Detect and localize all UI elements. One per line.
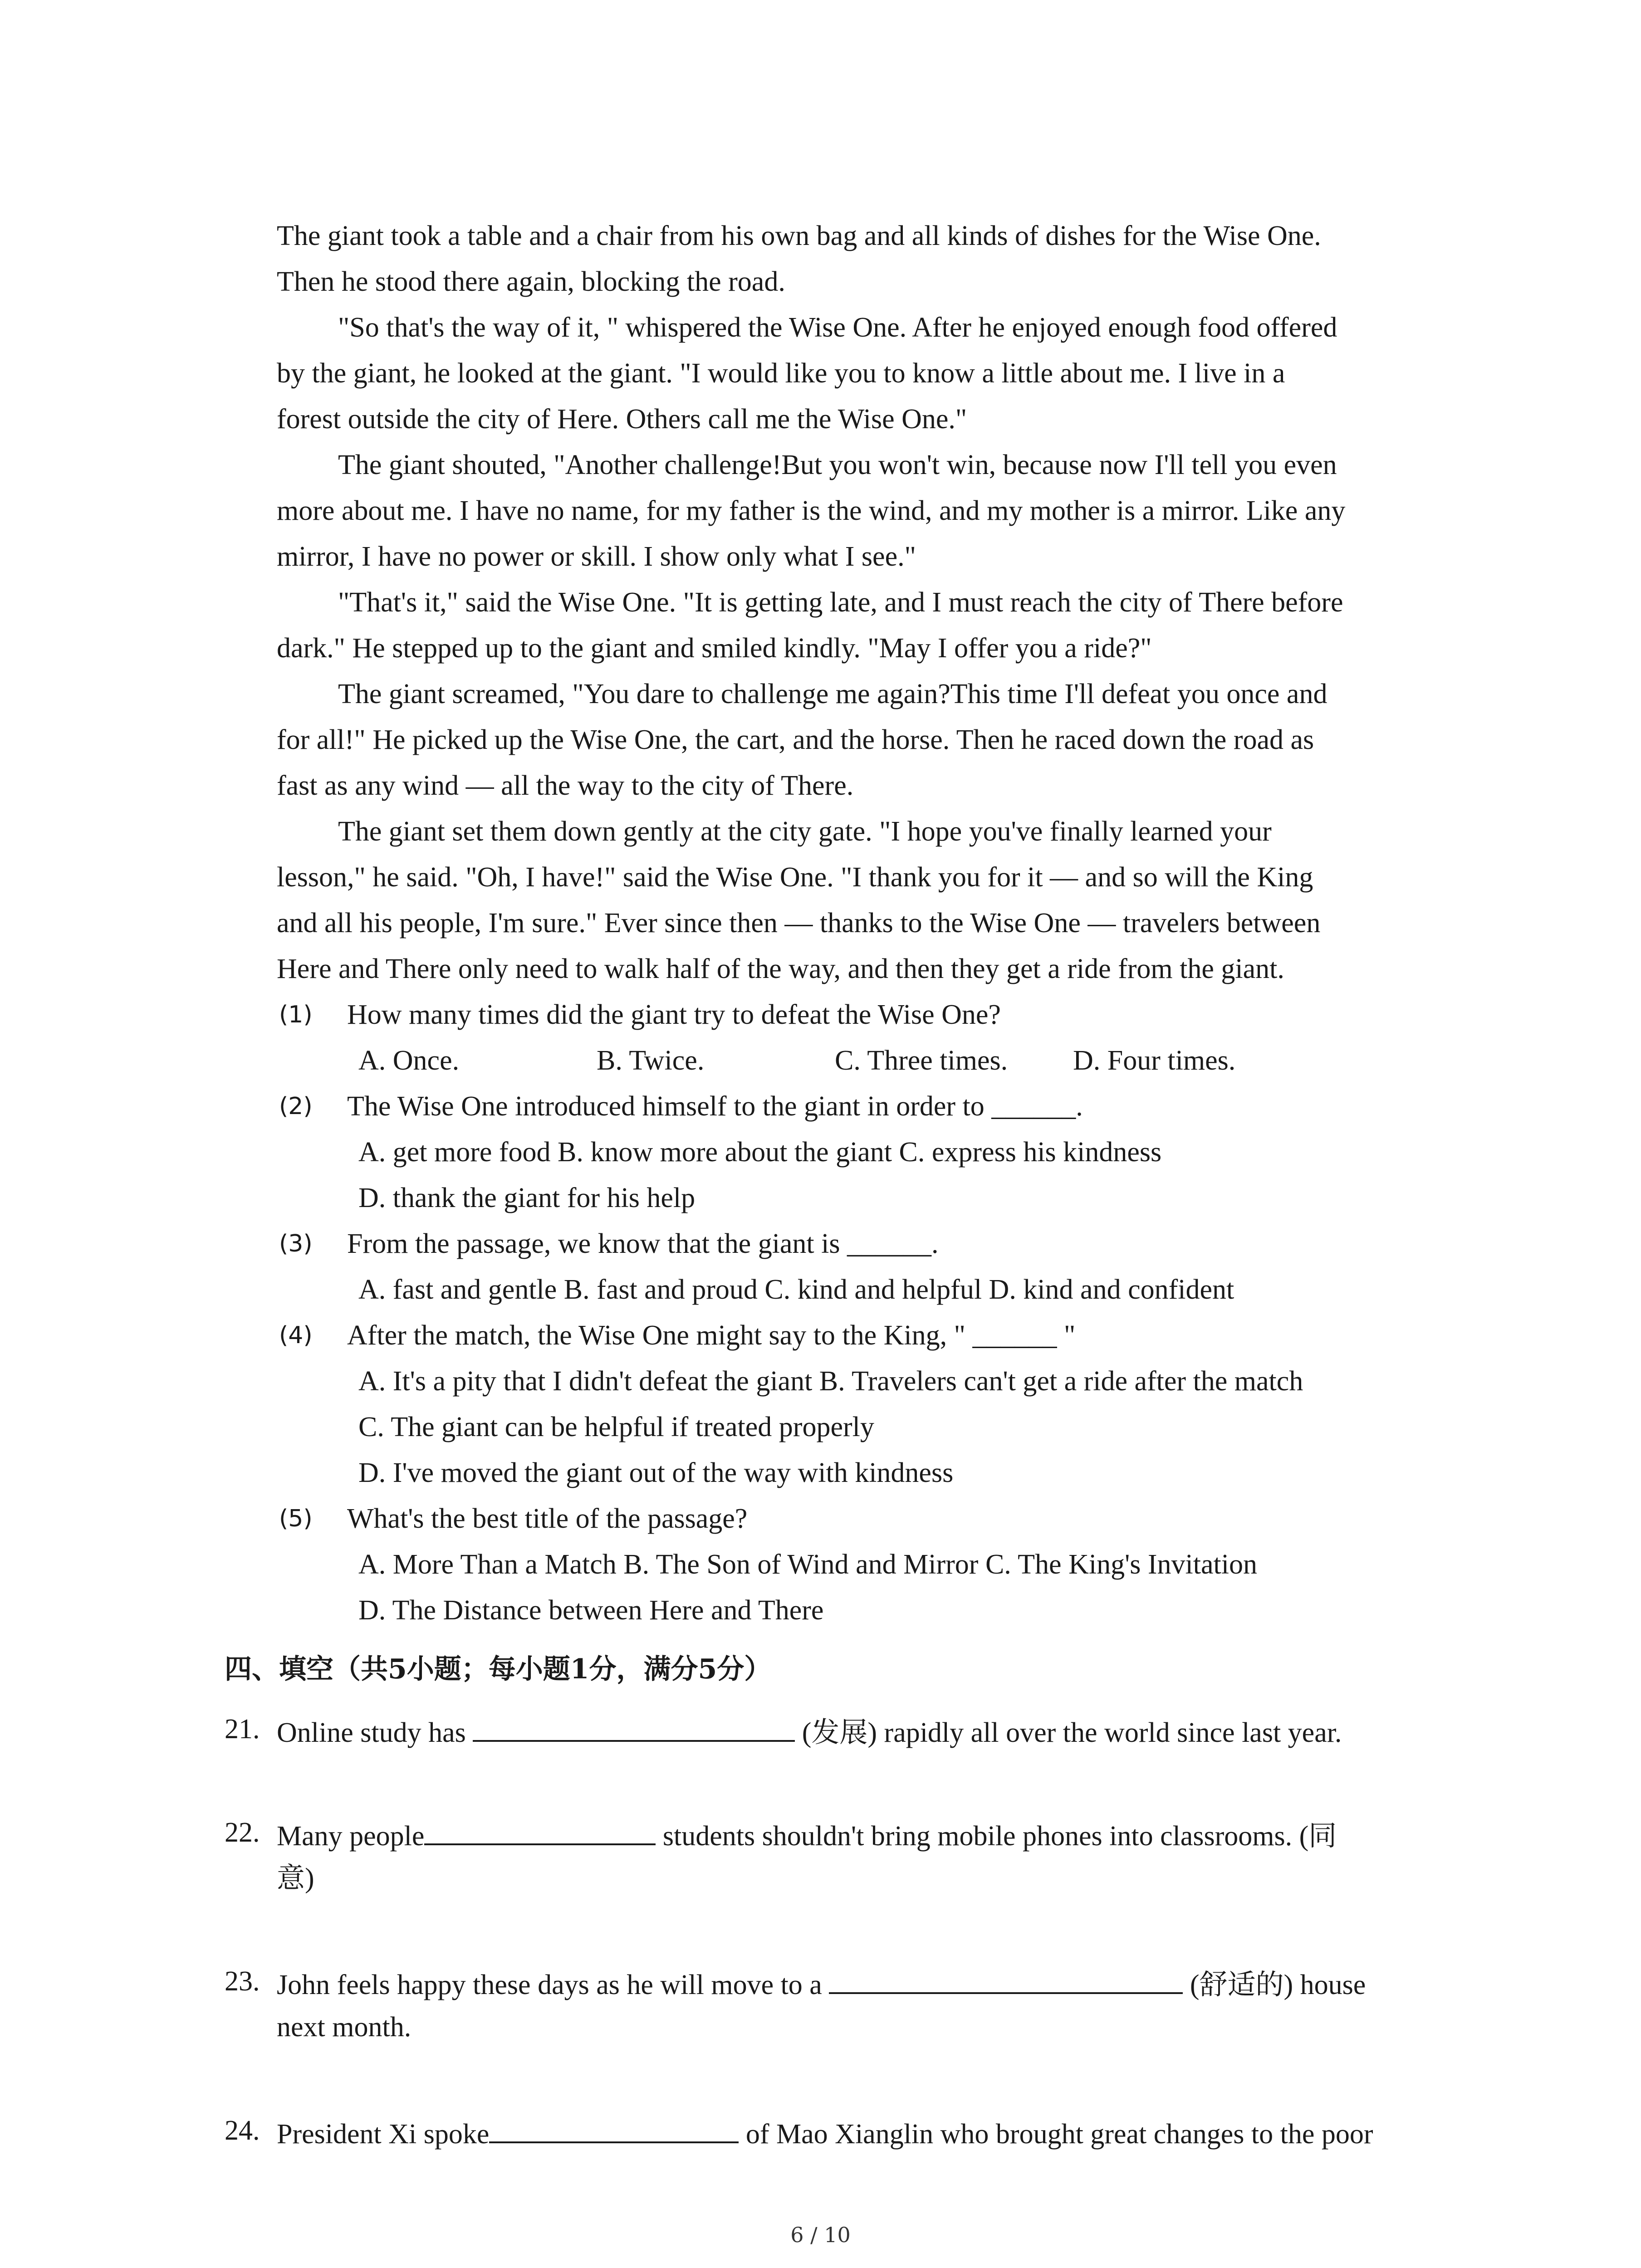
option: D. Four times.: [1073, 1045, 1236, 1076]
item-number: 23.: [225, 1966, 260, 1997]
passage-line: by the giant, he looked at the giant. "I would like you to know a little about me. I live in a: [277, 358, 1285, 389]
option: C. Three times.: [835, 1045, 1008, 1076]
fill-continuation: 意): [277, 1863, 314, 1894]
fill-continuation: next month.: [277, 2012, 411, 2043]
fill-text-after: students shouldn't bring mobile phones into classrooms. (同: [656, 1821, 1337, 1852]
passage-line: lesson," he said. "Oh, I have!" said the Wise One. "I thank you for it — and so will the King: [277, 862, 1313, 893]
passage-line: The giant took a table and a chair from his own bag and all kinds of dishes for the Wise One.: [277, 220, 1321, 251]
answer-blank[interactable]: [829, 1963, 1183, 1994]
item-number: 21.: [225, 1714, 260, 1745]
passage-line: dark." He stepped up to the giant and smiled kindly. "May I offer you a ride?": [277, 633, 1152, 664]
fill-item: [277, 1963, 1366, 2003]
fill-text-before: President Xi spoke: [277, 2119, 490, 2150]
question-text: After the match, the Wise One might say to the King, " ______ ": [347, 1320, 1076, 1351]
passage-line: The giant screamed, "You dare to challenge me again?This time I'll defeat you once and: [338, 679, 1327, 709]
answer-blank[interactable]: [489, 2112, 739, 2143]
option: A. Once.: [358, 1045, 460, 1076]
fill-text-before: John feels happy these days as he will move to a: [277, 1970, 829, 2000]
option-line: A. fast and gentle B. fast and proud C. kind and helpful D. kind and confident: [358, 1274, 1234, 1305]
passage-line: "That's it," said the Wise One. "It is getting late, and I must reach the city of There before: [338, 587, 1343, 618]
passage-line: mirror, I have no power or skill. I show only what I see.": [277, 541, 916, 572]
option-line: D. I've moved the giant out of the way with kindness: [358, 1457, 954, 1488]
item-number: 22.: [225, 1817, 260, 1848]
option-line: A. It's a pity that I didn't defeat the giant B. Travelers can't get a ride after the match: [358, 1366, 1303, 1397]
option-line: D. thank the giant for his help: [358, 1183, 696, 1213]
question-number: (4): [279, 1322, 313, 1349]
option: B. Twice.: [597, 1045, 705, 1076]
answer-blank[interactable]: [424, 1814, 656, 1845]
question-number: (3): [279, 1230, 313, 1257]
question-text: The Wise One introduced himself to the giant in order to ______.: [347, 1091, 1083, 1122]
passage-line: for all!" He picked up the Wise One, the cart, and the horse. Then he raced down the road as: [277, 724, 1314, 755]
passage-line: Here and There only need to walk half of the way, and then they get a ride from the giant.: [277, 953, 1284, 984]
question-number: (2): [279, 1093, 313, 1120]
question-text: What's the best title of the passage?: [347, 1503, 748, 1534]
question-number: (1): [279, 1001, 313, 1028]
option-line: A. get more food B. know more about the giant C. express his kindness: [358, 1137, 1162, 1168]
option-line: A. More Than a Match B. The Son of Wind and Mirror C. The King's Invitation: [358, 1549, 1257, 1580]
fill-text-before: Many people: [277, 1821, 425, 1852]
question-text: From the passage, we know that the giant is ______.: [347, 1228, 939, 1259]
fill-item: [277, 2112, 1373, 2152]
passage-line: more about me. I have no name, for my father is the wind, and my mother is a mirror. Like any: [277, 495, 1346, 526]
page-number: 6 / 10: [790, 2223, 851, 2247]
fill-text-before: Online study has: [277, 1717, 473, 1748]
question-text: How many times did the giant try to defeat the Wise One?: [347, 999, 1001, 1030]
passage-line: forest outside the city of Here. Others call me the Wise One.": [277, 404, 967, 435]
section-heading: 四、填空（共5小题；每小题1分，满分5分）: [225, 1653, 772, 1685]
option-line: D. The Distance between Here and There: [358, 1595, 824, 1626]
question-number: (5): [279, 1505, 313, 1532]
passage-line: fast as any wind — all the way to the city of There.: [277, 770, 854, 801]
item-number: 24.: [225, 2115, 260, 2146]
passage-line: "So that's the way of it, " whispered the Wise One. After he enjoyed enough food offered: [338, 312, 1337, 343]
passage-line: The giant shouted, "Another challenge!But you won't win, because now I'll tell you even: [338, 450, 1337, 480]
fill-text-after: (发展) rapidly all over the world since last year.: [795, 1717, 1342, 1748]
passage-line: and all his people, I'm sure." Ever since then — thanks to the Wise One — travelers between: [277, 908, 1321, 938]
passage-line: Then he stood there again, blocking the road.: [277, 266, 785, 297]
answer-blank[interactable]: [473, 1711, 795, 1742]
fill-item: [277, 1814, 1337, 1854]
fill-item: [277, 1711, 1342, 1751]
fill-text-after: (舒适的) house: [1183, 1970, 1366, 2000]
passage-line: The giant set them down gently at the city gate. "I hope you've finally learned your: [338, 816, 1272, 847]
fill-text-after: of Mao Xianglin who brought great changes to the poor: [739, 2119, 1373, 2150]
option-line: C. The giant can be helpful if treated properly: [358, 1412, 874, 1442]
